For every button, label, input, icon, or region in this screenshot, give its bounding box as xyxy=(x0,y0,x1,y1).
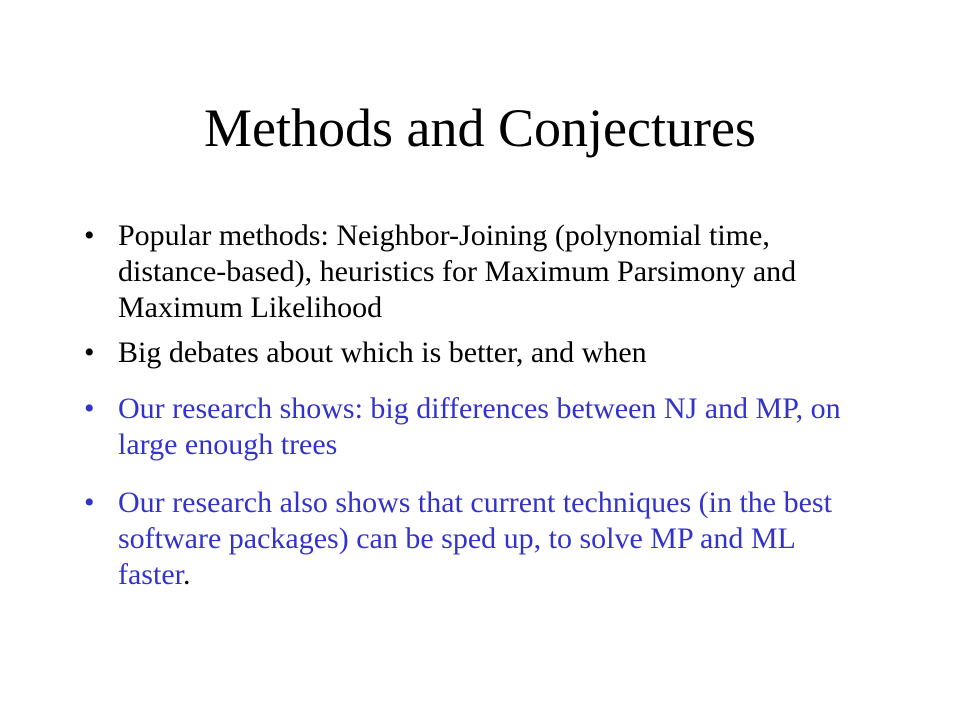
bullet-item-big-debates xyxy=(84,335,874,371)
bullet-dot-icon: • xyxy=(84,219,95,252)
bullet-dot-icon: • xyxy=(84,336,95,369)
bullet-list xyxy=(84,218,874,593)
bullet-dot-icon: • xyxy=(84,392,95,425)
bullet-text: Our research also shows that current techniques (in the best software packages) can be sped up, to solve MP and ML faster xyxy=(118,486,832,591)
bullet-text: Our research shows: big differences between NJ and MP, on large enough trees xyxy=(118,392,841,461)
bullet-text: Popular methods: Neighbor-Joining (polynomial time, distance-based), heuristics for Maximum Parsimony and Maximum Likelihood xyxy=(118,219,797,324)
bullet-dot-icon: • xyxy=(84,486,95,519)
bullet-text: Big debates about which is better, and when xyxy=(118,336,647,369)
slide-title: Methods and Conjectures xyxy=(204,98,756,158)
bullet-item-research-also-shows xyxy=(84,485,874,593)
bullet-item-research-shows xyxy=(84,391,874,463)
bullet-item-popular-methods xyxy=(84,218,874,326)
bullet-tail-period: . xyxy=(182,558,191,591)
